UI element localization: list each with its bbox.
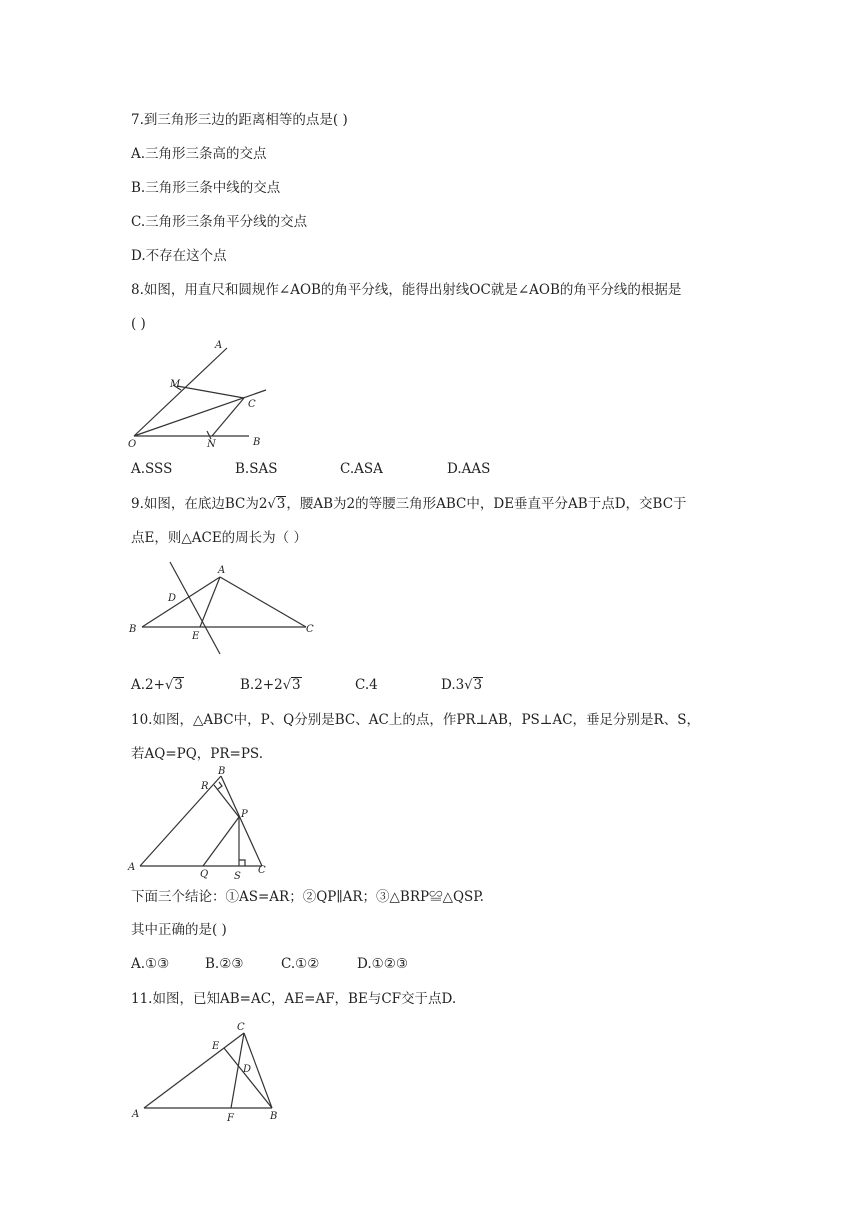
q8-stem: 8.如图，用直尺和圆规作∠AOB的角平分线，能得出射线OC就是∠AOB的角平分线的根据是 [131, 282, 682, 298]
q10-figure [124, 762, 274, 880]
q8-option-a: A.SSS [131, 461, 173, 477]
q10-option-d: D.①②③ [357, 956, 408, 972]
q8-label-b: B [253, 437, 261, 448]
q11-label-c: C [237, 1022, 245, 1033]
q9-option-a: A.2+√3 [131, 677, 183, 693]
q8-label-c: C [248, 399, 256, 410]
q8-label-n: N [207, 439, 216, 450]
q7-option-b: B.三角形三条中线的交点 [131, 180, 281, 196]
q11-stem: 11.如图，已知AB=AC，AE=AF，BE与CF交于点D. [131, 991, 457, 1007]
q10-option-c: C.①② [281, 956, 320, 972]
q8-figure [124, 338, 284, 450]
q10-label-r: R [201, 781, 209, 792]
q8-label-m: M [170, 379, 181, 390]
q9-option-c: C.4 [355, 677, 378, 693]
q11-label-b: B [270, 1111, 278, 1122]
q9-option-d: D.3√3 [441, 677, 483, 693]
q9-figure [124, 558, 319, 658]
q9-label-d: D [168, 593, 177, 604]
q7-option-d: D.不存在这个点 [131, 248, 227, 264]
q10-option-a: A.①③ [131, 956, 170, 972]
q10-label-b: B [218, 766, 226, 777]
q8-option-b: B.SAS [235, 461, 278, 477]
q7-option-a: A.三角形三条高的交点 [131, 146, 267, 162]
q11-label-d: D [243, 1064, 252, 1075]
q10-label-a: A [128, 862, 136, 873]
q8-option-d: D.AAS [447, 461, 491, 477]
q9-label-c: C [306, 624, 314, 635]
q9-stem-line2: 点E，则△ACE的周长为（ ） [131, 530, 307, 546]
q10-question: 其中正确的是( ) [131, 922, 227, 938]
q11-label-f: F [227, 1113, 234, 1123]
q9-label-a: A [218, 565, 226, 576]
q9-stem-line1: 9.如图，在底边BC为2√3，腰AB为2的等腰三角形ABC中，DE垂直平分AB于点D，交BC于 [131, 496, 687, 512]
q9-option-b: B.2+2√3 [240, 677, 301, 693]
q9-label-e: E [192, 631, 200, 642]
q10-conclusions: 下面三个结论：①AS=AR；②QP∥AR；③△BRP≌△QSP. [131, 889, 484, 905]
q8-label-a: A [215, 340, 223, 351]
q10-label-p: P [241, 809, 248, 820]
q10-stem-line2: 若AQ=PQ，PR=PS. [131, 746, 263, 762]
q8-paren: ( ) [131, 316, 146, 332]
q10-label-q: Q [200, 869, 209, 880]
q11-figure [124, 1015, 284, 1123]
q8-option-c: C.ASA [340, 461, 383, 477]
q7-option-c: C.三角形三条角平分线的交点 [131, 214, 308, 230]
q10-label-s: S [234, 871, 241, 880]
q7-stem: 7.到三角形三边的距离相等的点是( ) [131, 112, 348, 128]
q9-label-b: B [129, 624, 137, 635]
q8-label-o: O [128, 439, 137, 450]
q10-stem-line1: 10.如图，△ABC中，P、Q分别是BC、AC上的点，作PR⊥AB，PS⊥AC，垂足分别是R、S， [131, 712, 700, 728]
q10-option-b: B.②③ [205, 956, 244, 972]
q11-label-e: E [212, 1041, 220, 1052]
q10-label-c: C [258, 865, 266, 876]
q11-label-a: A [132, 1109, 140, 1120]
